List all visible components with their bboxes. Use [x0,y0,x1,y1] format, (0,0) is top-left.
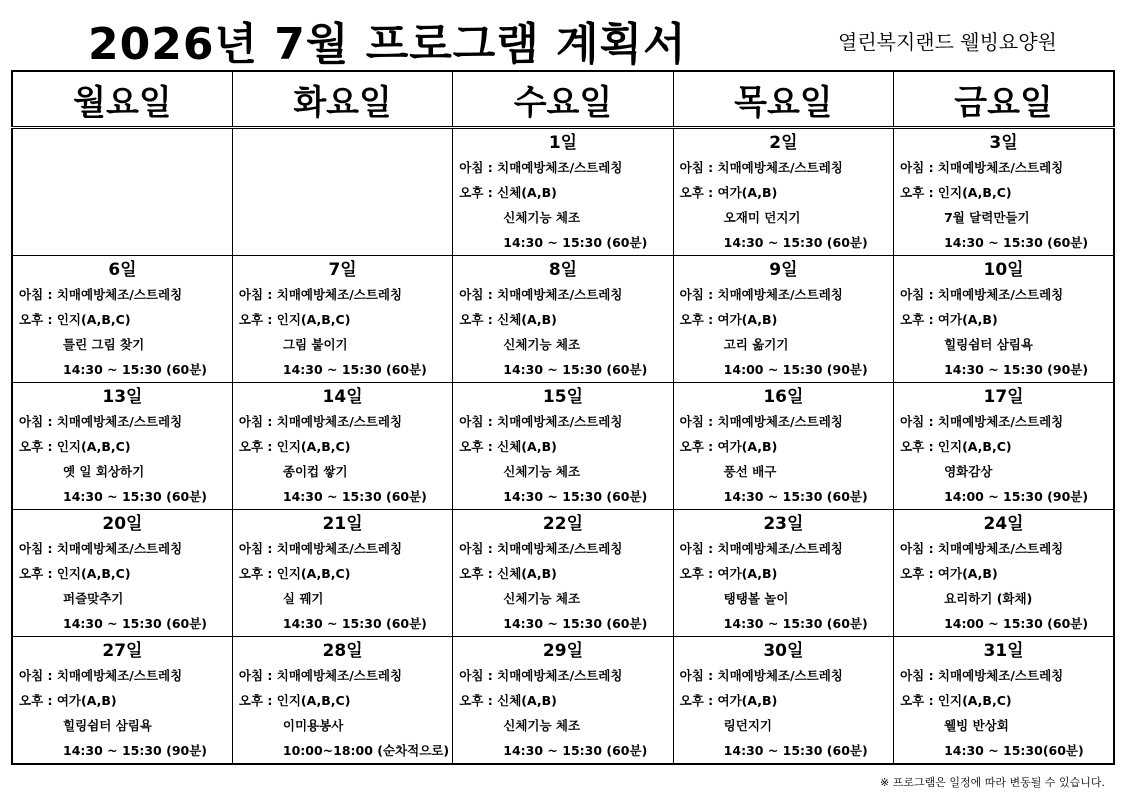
activity-time: 14:30 ~ 15:30(60분) [944,743,1084,758]
day-cell [894,128,1114,256]
activity-name: 요리하기 (화채) [944,591,1033,606]
day-cell [12,637,232,765]
activity-time: 14:30 ~ 15:30 (60분) [63,616,208,631]
activity-time: 14:30 ~ 15:30 (60분) [503,743,648,758]
afternoon-category: 오후 : 여가(A,B) [679,312,778,327]
activity-time: 14:30 ~ 15:30 (60분) [723,743,868,758]
afternoon-category: 오후 : 여가(A,B) [19,693,117,708]
activity-name: 힐링쉼터 삼림욕 [944,337,1033,352]
week-row [12,637,1114,765]
day-number: 14일 [322,387,363,407]
activity-time: 14:00 ~ 15:30 (60분) [944,616,1089,631]
afternoon-category: 오후 : 인지(A,B,C) [238,439,351,454]
afternoon-category: 오후 : 인지(A,B,C) [19,566,131,581]
day-number: 1일 [548,133,578,153]
day-cell [453,510,673,637]
activity-time: 14:30 ~ 15:30 (60분) [282,616,427,631]
activity-name: 7월 달력만들기 [944,210,1030,225]
activity-name: 신체기능 체조 [503,210,581,225]
day-number: 21일 [322,514,363,534]
week-row [12,256,1114,383]
activity-time: 14:30 ~ 15:30 (60분) [723,235,868,250]
week-row [12,383,1114,510]
afternoon-category: 오후 : 여가(A,B) [679,439,778,454]
day-cell [232,256,452,383]
day-cell [232,383,452,510]
afternoon-category: 오후 : 여가(A,B) [679,185,778,200]
weekday-header: 월요일 [12,71,232,128]
activity-time: 10:00~18:00 (순차적으로) [282,743,450,758]
activity-name: 웰빙 반상회 [944,718,1009,733]
activity-name: 링던지기 [723,718,772,733]
morning-program: 아침 : 치매예방체조/스트레칭 [459,160,623,175]
activity-time: 14:30 ~ 15:30 (60분) [282,489,427,504]
organization-name: 열린복지랜드 웰빙요양원 [838,30,1057,54]
activity-time: 14:30 ~ 15:30 (60분) [723,489,868,504]
morning-program: 아침 : 치매예방체조/스트레칭 [19,414,183,429]
activity-time: 14:30 ~ 15:30 (60분) [282,362,427,377]
activity-name: 힐링쉼터 삼림욕 [63,718,152,733]
afternoon-category: 오후 : 인지(A,B,C) [238,566,351,581]
day-number: 28일 [322,641,363,661]
afternoon-category: 오후 : 신체(A,B) [459,312,557,327]
day-cell [232,637,452,765]
morning-program: 아침 : 치매예방체조/스트레칭 [900,287,1064,302]
morning-program: 아침 : 치매예방체조/스트레칭 [238,668,403,683]
day-number: 7일 [328,260,357,280]
day-cell [894,256,1114,383]
day-number: 27일 [102,641,143,661]
morning-program: 아침 : 치매예방체조/스트레칭 [238,414,403,429]
day-number: 22일 [542,514,584,534]
activity-name: 옛 일 회상하기 [63,464,145,479]
day-cell [673,128,893,256]
activity-name: 오재미 던지기 [723,210,801,225]
activity-time: 14:30 ~ 15:30 (60분) [503,616,648,631]
activity-name: 탱탱볼 놀이 [723,591,789,606]
morning-program: 아침 : 치매예방체조/스트레칭 [900,541,1064,556]
morning-program: 아침 : 치매예방체조/스트레칭 [459,287,623,302]
afternoon-category: 오후 : 인지(A,B,C) [19,312,131,327]
day-number: 2일 [769,133,798,153]
day-cell [453,637,673,765]
day-cell [894,383,1114,510]
day-cell [894,637,1114,765]
activity-name: 신체기능 체조 [503,591,581,606]
day-number: 30일 [763,641,804,661]
week-row [12,128,1114,256]
day-cell [894,510,1114,637]
afternoon-category: 오후 : 여가(A,B) [900,566,998,581]
day-number: 15일 [542,387,584,407]
afternoon-category: 오후 : 인지(A,B,C) [238,312,351,327]
day-cell [673,637,893,765]
activity-name: 고리 옮기기 [723,337,789,352]
morning-program: 아침 : 치매예방체조/스트레칭 [19,287,183,302]
empty-day-cell [232,128,452,256]
day-number: 9일 [769,260,798,280]
afternoon-category: 오후 : 인지(A,B,C) [900,439,1012,454]
day-cell [12,383,232,510]
program-calendar [11,70,1115,765]
day-cell [453,383,673,510]
activity-name: 신체기능 체조 [503,718,581,733]
activity-name: 풍선 배구 [723,464,777,479]
day-number: 8일 [548,260,578,280]
activity-time: 14:30 ~ 15:30 (90분) [63,743,208,758]
morning-program: 아침 : 치매예방체조/스트레칭 [19,668,183,683]
day-cell [453,128,673,256]
weekday-header-row [12,71,1114,128]
empty-day-cell [12,128,232,256]
day-number: 10일 [983,260,1024,280]
morning-program: 아침 : 치매예방체조/스트레칭 [679,287,843,302]
day-cell [673,383,893,510]
activity-name: 틀린 그림 찾기 [63,337,145,352]
afternoon-category: 오후 : 신체(A,B) [459,439,557,454]
day-number: 17일 [983,387,1024,407]
afternoon-category: 오후 : 신체(A,B) [459,566,557,581]
activity-time: 14:30 ~ 15:30 (60분) [503,489,648,504]
activity-name: 종이컵 쌓기 [282,464,348,479]
activity-name: 이미용봉사 [282,718,344,733]
weekday-header: 수요일 [453,71,673,128]
day-number: 29일 [542,641,584,661]
day-number: 16일 [763,387,804,407]
weekday-header: 금요일 [894,71,1114,128]
activity-time: 14:30 ~ 15:30 (60분) [944,235,1089,250]
morning-program: 아침 : 치매예방체조/스트레칭 [900,668,1064,683]
activity-time: 14:30 ~ 15:30 (60분) [63,489,208,504]
day-number: 23일 [763,514,804,534]
day-number: 6일 [108,260,137,280]
afternoon-category: 오후 : 여가(A,B) [679,566,778,581]
afternoon-category: 오후 : 인지(A,B,C) [900,693,1012,708]
afternoon-category: 오후 : 신체(A,B) [459,185,557,200]
weekday-header: 목요일 [673,71,893,128]
afternoon-category: 오후 : 인지(A,B,C) [900,185,1012,200]
day-cell [673,510,893,637]
activity-name: 영화감상 [944,464,993,479]
activity-time: 14:30 ~ 15:30 (60분) [723,616,868,631]
activity-time: 14:00 ~ 15:30 (90분) [723,362,868,377]
schedule-change-notice: ※ 프로그램은 일정에 따라 변동될 수 있습니다. [880,776,1105,789]
activity-name: 신체기능 체조 [503,337,581,352]
morning-program: 아침 : 치매예방체조/스트레칭 [679,541,843,556]
weekday-header: 화요일 [232,71,452,128]
activity-name: 그림 붙이기 [282,337,348,352]
afternoon-category: 오후 : 신체(A,B) [459,693,557,708]
day-cell [12,510,232,637]
activity-name: 신체기능 체조 [503,464,581,479]
activity-time: 14:30 ~ 15:30 (60분) [503,362,648,377]
activity-name: 퍼즐맞추기 [63,591,124,606]
day-number: 31일 [983,641,1024,661]
morning-program: 아침 : 치매예방체조/스트레칭 [679,668,843,683]
morning-program: 아침 : 치매예방체조/스트레칭 [459,541,623,556]
activity-time: 14:00 ~ 15:30 (90분) [944,489,1089,504]
activity-time: 14:30 ~ 15:30 (60분) [63,362,208,377]
morning-program: 아침 : 치매예방체조/스트레칭 [679,414,843,429]
afternoon-category: 오후 : 인지(A,B,C) [238,693,351,708]
activity-name: 실 꿰기 [282,591,324,606]
day-cell [453,256,673,383]
day-number: 20일 [102,514,143,534]
morning-program: 아침 : 치매예방체조/스트레칭 [238,287,403,302]
afternoon-category: 오후 : 여가(A,B) [679,693,778,708]
afternoon-category: 오후 : 여가(A,B) [900,312,998,327]
morning-program: 아침 : 치매예방체조/스트레칭 [900,160,1064,175]
day-number: 24일 [983,514,1024,534]
day-cell [673,256,893,383]
day-number: 3일 [989,133,1018,153]
week-row [12,510,1114,637]
activity-time: 14:30 ~ 15:30 (90분) [944,362,1089,377]
activity-time: 14:30 ~ 15:30 (60분) [503,235,648,250]
afternoon-category: 오후 : 인지(A,B,C) [19,439,131,454]
morning-program: 아침 : 치매예방체조/스트레칭 [459,668,623,683]
morning-program: 아침 : 치매예방체조/스트레칭 [900,414,1064,429]
morning-program: 아침 : 치매예방체조/스트레칭 [19,541,183,556]
morning-program: 아침 : 치매예방체조/스트레칭 [679,160,843,175]
morning-program: 아침 : 치매예방체조/스트레칭 [238,541,403,556]
day-cell [232,510,452,637]
day-cell [12,256,232,383]
day-number: 13일 [102,387,143,407]
page-title: 2026년 7월 프로그램 계획서 [88,19,687,70]
morning-program: 아침 : 치매예방체조/스트레칭 [459,414,623,429]
